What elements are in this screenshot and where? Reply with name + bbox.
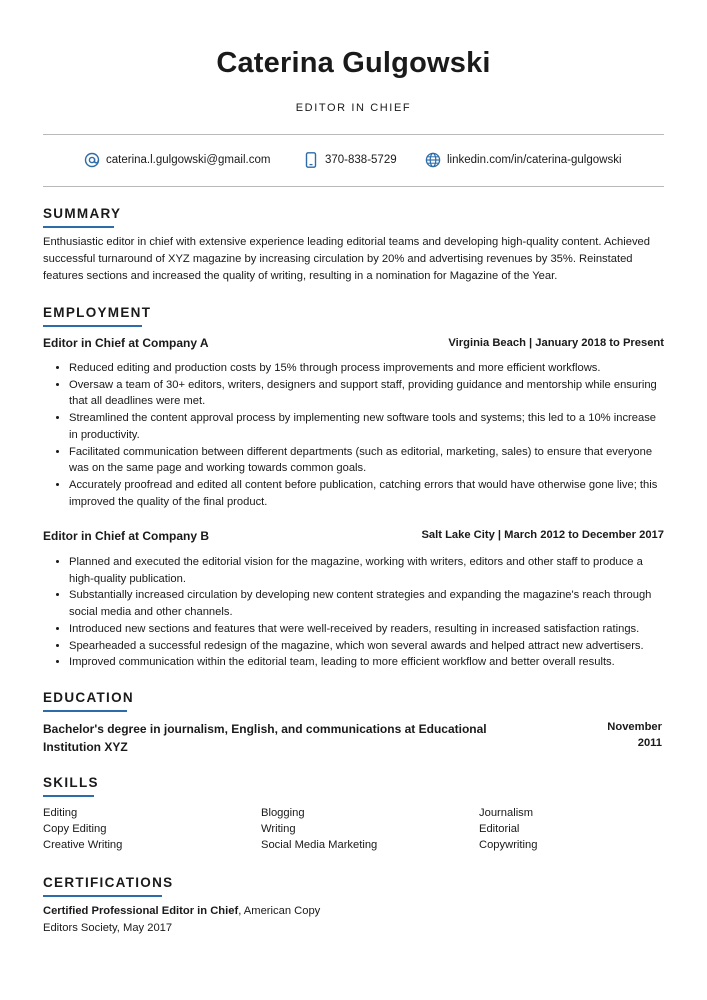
employment-heading: EMPLOYMENT: [43, 305, 152, 320]
employment-underline: [43, 325, 142, 327]
contact-linkedin[interactable]: [425, 150, 622, 170]
summary-underline: [43, 226, 114, 228]
contact-phone[interactable]: [303, 150, 397, 170]
skill-item: Editing: [43, 807, 78, 819]
linkedin-text: linkedin.com/in/caterina-gulgowski: [447, 154, 622, 166]
list-item: • Introduced new sections and features that were well-received by readers, resulting in increased satisfaction ratings.: [69, 621, 664, 638]
job-a-title: Editor in Chief at Company A: [43, 336, 209, 350]
job-b-bullets: [43, 554, 664, 671]
list-item: • Oversaw a team of 30+ editors, writers, designers and support staff, providing guidance and mentorship while ensuring that all deadlines were met.: [69, 377, 664, 410]
job-b-meta: Salt Lake City | March 2012 to December 2017: [421, 529, 664, 541]
education-heading: EDUCATION: [43, 690, 134, 705]
skills-column-2: [261, 805, 377, 853]
email-text: caterina.l.gulgowski@gmail.com: [106, 154, 271, 166]
summary-text: Enthusiastic editor in chief with extensive experience leading editorial teams and developing high-quality content. Achieved successful turnaround of XYZ magazine by increasing circulation by 20% and advertising revenues by 35%. Reinstated features sections and increased the quality of writing, resulting in a nomination for Magazine of the Year.: [43, 236, 650, 282]
candidate-name: Caterina Gulgowski: [216, 47, 491, 79]
skill-item: Editorial: [479, 823, 520, 835]
phone-text: 370-838-5729: [325, 154, 397, 166]
list-item: • Reduced editing and production costs by 15% through process improvements and more efficient workflows.: [69, 360, 664, 377]
skill-item: Writing: [261, 823, 296, 835]
globe-icon: [425, 152, 441, 168]
summary-heading: SUMMARY: [43, 206, 122, 221]
skills-heading: SKILLS: [43, 775, 99, 790]
list-item: • Improved communication within the editorial team, leading to more efficient workflow and better overall results.: [69, 654, 664, 671]
skills-column-1: [43, 805, 122, 853]
skill-item: Blogging: [261, 807, 305, 819]
skills-underline: [43, 795, 94, 797]
skills-column-3: [479, 805, 537, 853]
certifications-underline: [43, 895, 162, 897]
certification-name: Certified Professional Editor in Chief: [43, 905, 239, 917]
certifications-heading: CERTIFICATIONS: [43, 875, 174, 890]
education-date: November 2011: [607, 721, 662, 749]
contact-email[interactable]: [84, 150, 270, 170]
skill-item: Social Media Marketing: [261, 839, 378, 851]
skill-item: Journalism: [479, 807, 534, 819]
list-item: • Facilitated communication between different departments (such as editorial, marketing, sales) to ensure that everyone was on the same page and working towards common goals.: [69, 444, 664, 477]
list-item: • Planned and executed the editorial vision for the magazine, working with writers, editors and other staff to produce a high-quality publication.: [69, 554, 664, 587]
education-underline: [43, 710, 127, 712]
list-item: • Spearheaded a successful redesign of the magazine, which won several awards and helped attract new advertisers.: [69, 638, 664, 655]
phone-icon: [303, 152, 319, 168]
certification-entry: [43, 903, 333, 937]
list-item: • Substantially increased circulation by developing new content strategies and expanding the magazine's reach through social media and other channels.: [69, 587, 664, 620]
divider-bottom: [43, 186, 664, 187]
certification-detail: , American Copy Editors Society, May 2017: [43, 905, 321, 934]
list-item: • Streamlined the content approval process by implementing new software tools and systems; this led to a 10% increase in productivity.: [69, 410, 664, 443]
education-degree: Bachelor's degree in journalism, English, and communications at Educational Institution XYZ: [43, 722, 487, 754]
job-a-bullets: [43, 360, 664, 510]
at-sign-icon: [84, 152, 100, 168]
divider-top: [43, 134, 664, 135]
contact-bar: [43, 150, 664, 170]
job-b-title: Editor in Chief at Company B: [43, 529, 210, 543]
job-title-header: EDITOR IN CHIEF: [295, 102, 412, 114]
skill-item: Copy Editing: [43, 823, 107, 835]
list-item: • Accurately proofread and edited all content before publication, catching errors that would have otherwise gone live; this improved the quality of the final product.: [69, 477, 664, 510]
skill-item: Creative Writing: [43, 839, 123, 851]
skill-item: Copywriting: [479, 839, 538, 851]
job-a-meta: Virginia Beach | January 2018 to Present: [448, 337, 664, 349]
